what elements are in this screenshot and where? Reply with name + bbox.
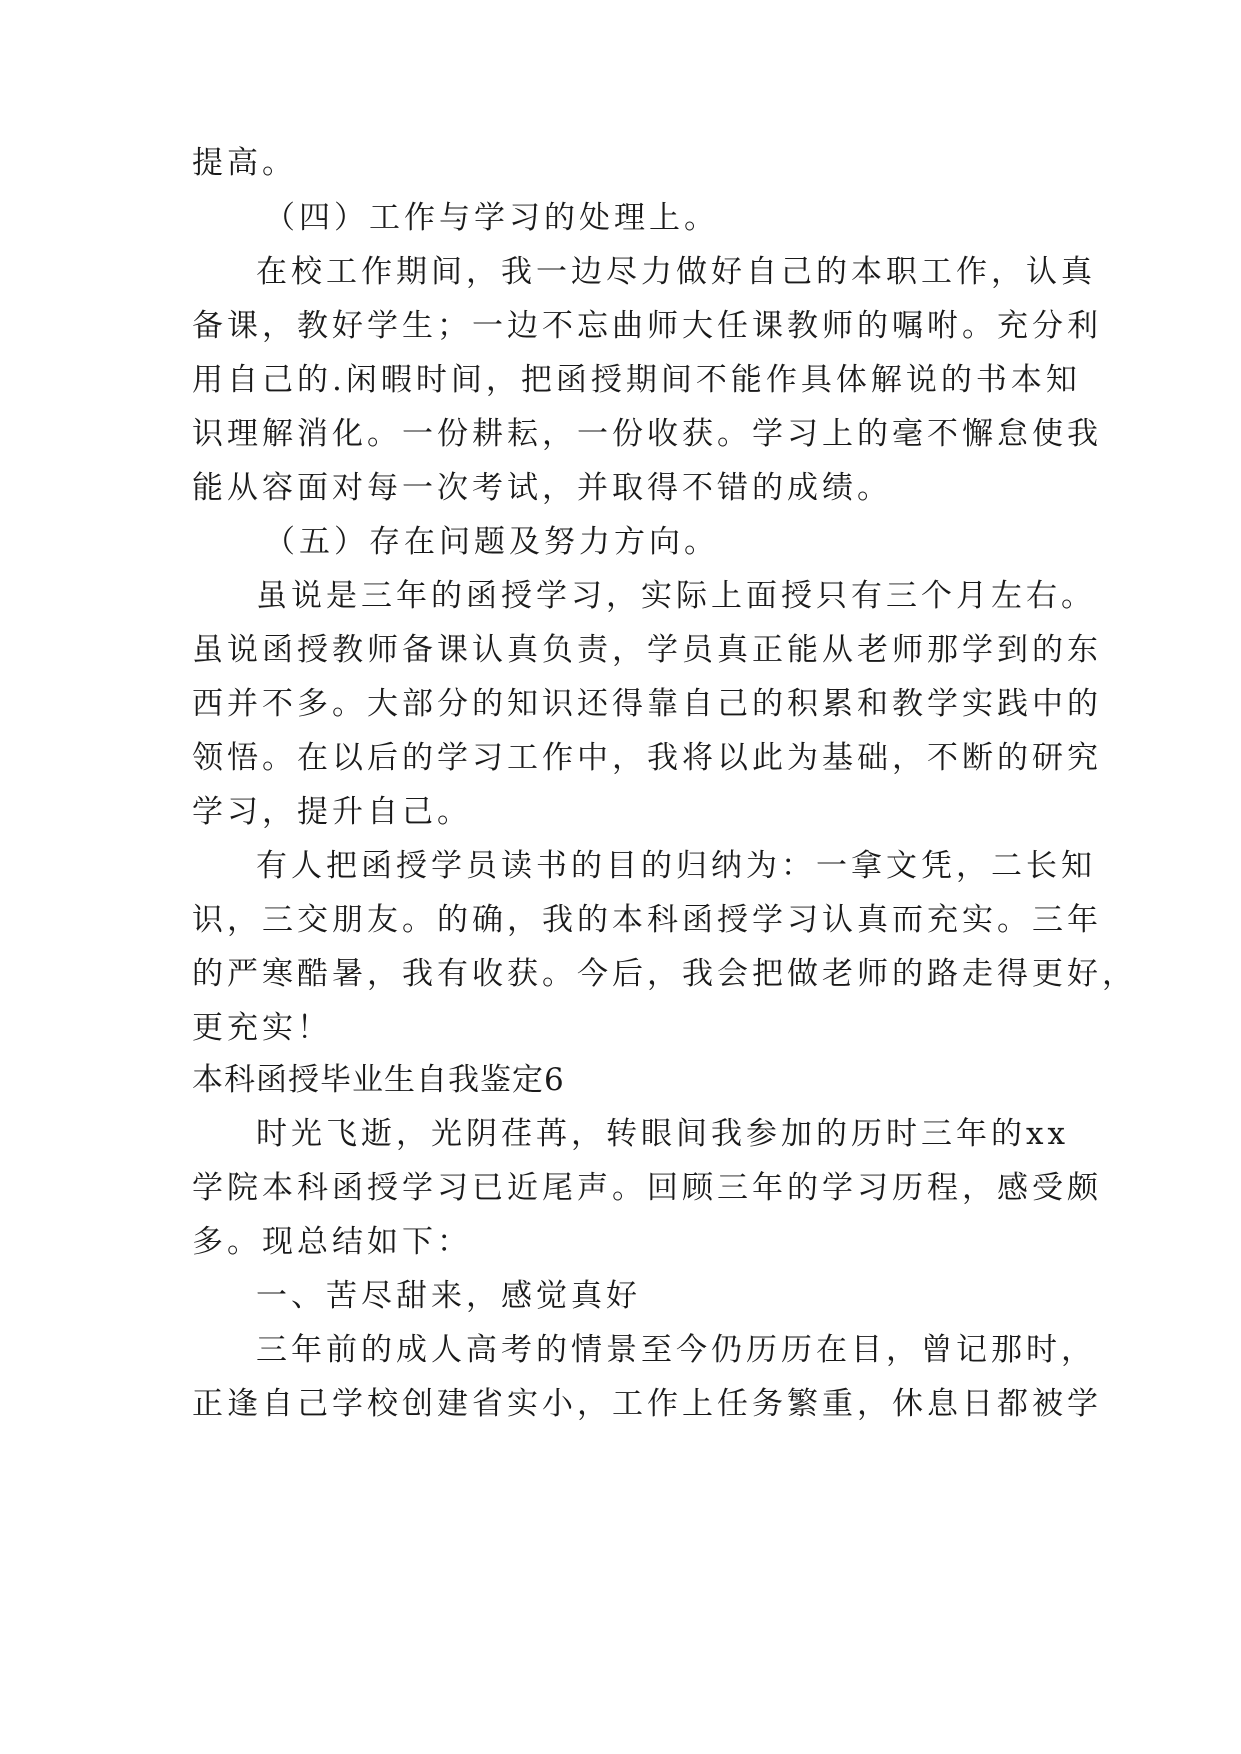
paragraph-line: 在校工作期间，我一边尽力做好自己的本职工作，认真 xyxy=(256,254,1096,290)
section-heading-5: （五）存在问题及努力方向。 xyxy=(264,524,719,560)
paragraph-line: 虽说是三年的函授学习，实际上面授只有三个月左右。 xyxy=(256,578,1096,614)
paragraph-line: 识理解消化。一份耕耘，一份收获。学习上的毫不懈怠使我 xyxy=(192,416,1102,452)
paragraph-line: 领悟。在以后的学习工作中，我将以此为基础，不断的研究 xyxy=(192,740,1102,776)
section-heading-1: 一、苦尽甜来，感觉真好 xyxy=(256,1278,641,1314)
paragraph-line: 的严寒酷暑，我有收获。今后，我会把做老师的路走得更好， xyxy=(192,956,1137,992)
paragraph-line: 有人把函授学员读书的目的归纳为：一拿文凭，二长知 xyxy=(256,848,1096,884)
section-heading-4: （四）工作与学习的处理上。 xyxy=(264,200,719,236)
paragraph-line: 用自己的.闲暇时间，把函授期间不能作具体解说的书本知 xyxy=(192,362,1081,398)
paragraph-line: 虽说函授教师备课认真负责，学员真正能从老师那学到的东 xyxy=(192,632,1102,668)
paragraph-line: 学习，提升自己。 xyxy=(192,794,472,830)
paragraph-line: 西并不多。大部分的知识还得靠自己的积累和教学实践中的 xyxy=(192,686,1102,722)
paragraph-line: 备课，教好学生；一边不忘曲师大任课教师的嘱咐。充分利 xyxy=(192,308,1102,344)
paragraph-line: 时光飞逝，光阴荏苒，转眼间我参加的历时三年的xx xyxy=(256,1116,1069,1152)
paragraph-line: 多。现总结如下： xyxy=(192,1224,472,1260)
paragraph-line: 能从容面对每一次考试，并取得不错的成绩。 xyxy=(192,470,892,506)
paragraph-line: 三年前的成人高考的情景至今仍历历在目，曾记那时， xyxy=(256,1332,1096,1368)
paragraph-line: 识，三交朋友。的确，我的本科函授学习认真而充实。三年 xyxy=(192,902,1102,938)
paragraph-line: 正逢自己学校创建省实小，工作上任务繁重，休息日都被学 xyxy=(192,1386,1102,1422)
paragraph-line: 学院本科函授学习已近尾声。回顾三年的学习历程，感受颇 xyxy=(192,1170,1102,1206)
paragraph-line: 提高。 xyxy=(192,145,297,181)
paragraph-line: 更充实！ xyxy=(192,1010,332,1046)
document-title: 本科函授毕业生自我鉴定6 xyxy=(192,1062,565,1098)
